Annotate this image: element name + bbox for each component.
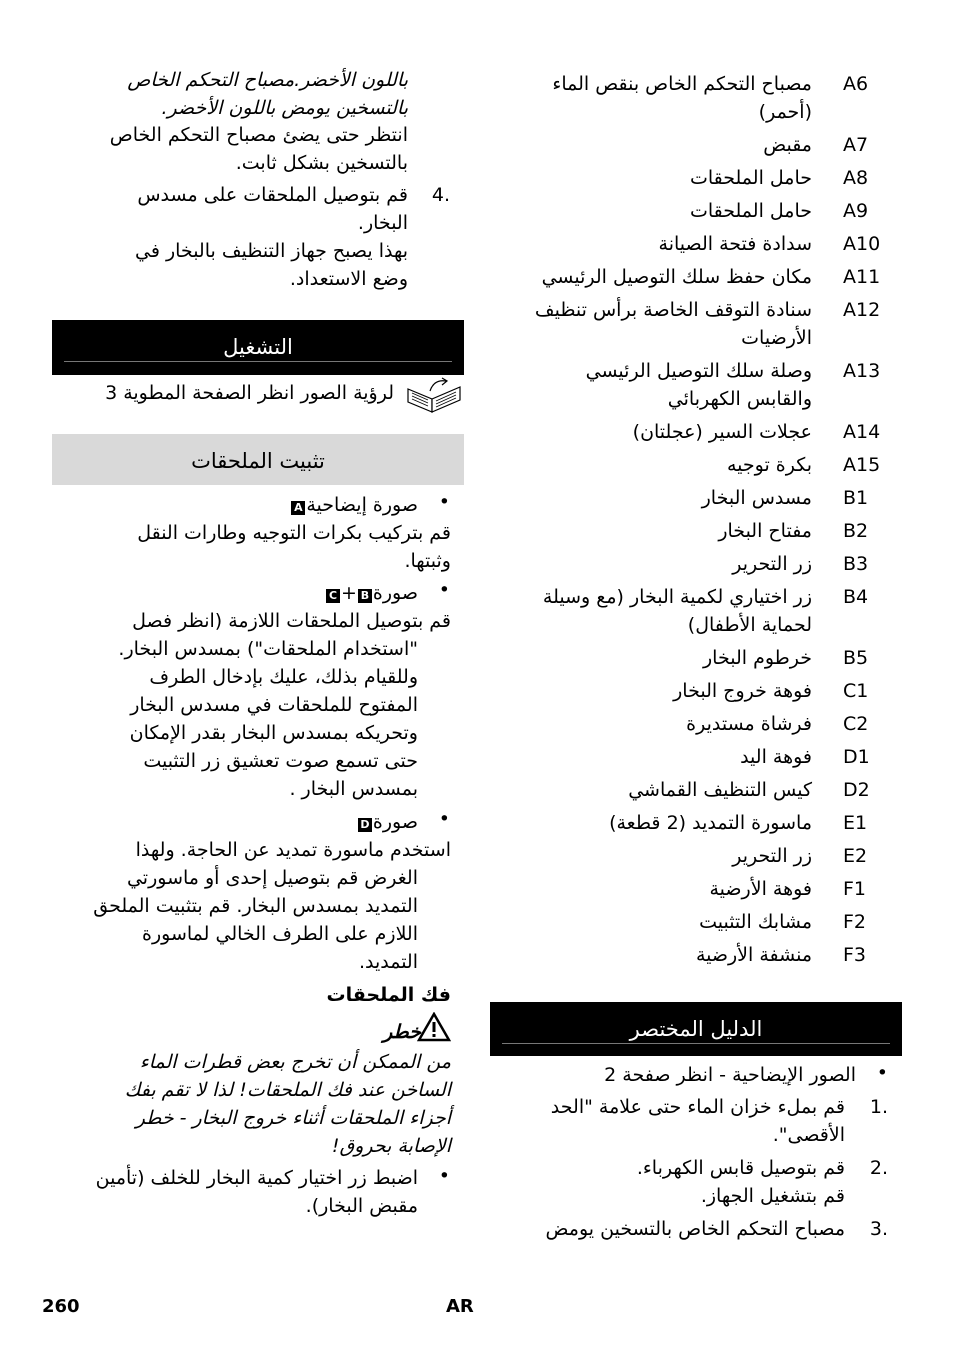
quick-guide-heading [490, 1002, 902, 1056]
part-code: A14 [843, 421, 881, 443]
part-description: فرشاة مستديرة [686, 713, 812, 735]
parts-list-item [490, 230, 902, 260]
figure-badge: D [358, 818, 372, 832]
parts-list-item [490, 484, 902, 514]
part-description: مسدس البخار [701, 487, 812, 509]
text-line: قم بتوصيل قابس الكهرباء. [636, 1157, 845, 1179]
part-description: لحماية الأطفال) [687, 614, 812, 636]
part-description: وصلة سلك التوصيل الرئيسي [585, 360, 812, 382]
text-line: وثبتها. [404, 550, 451, 572]
text-line: اللازم على الطرف الخالي لماسورة [142, 923, 418, 945]
figure-reference [52, 808, 418, 836]
part-code: D2 [843, 779, 870, 801]
part-description: مفتاح البخار [718, 520, 812, 542]
part-code: C2 [843, 713, 869, 735]
figure-badge: C [326, 589, 340, 603]
parts-list-item [490, 941, 902, 971]
text-line: قم بتشغيل الجهاز. [700, 1185, 845, 1207]
text-line: قم بتركيب بكرات التوجيه وطارات النقل [137, 522, 451, 544]
danger-label: خطر [383, 1021, 421, 1043]
text-line: التمديد. [358, 951, 418, 973]
part-description: منشفة الأرضية [695, 944, 812, 966]
parts-list-item [490, 263, 902, 293]
part-code: A11 [843, 266, 881, 288]
text-line: بمسدس البخار . [289, 778, 418, 800]
text-line: بالتسخين يومض باللون الأخضر. [161, 97, 408, 119]
parts-list-item [490, 451, 902, 481]
parts-list-item [490, 131, 902, 161]
figure-label: صورة إيضاحية [306, 494, 418, 516]
fold-note [52, 375, 464, 415]
parts-list-item [490, 644, 902, 674]
text-line: بالتسخين بشكل ثابت. [235, 152, 408, 174]
bullet-dot: • [876, 1062, 888, 1084]
text-line: البخار. [357, 212, 408, 234]
text-line: مصباح التحكم الخاص بالتسخين يومض [545, 1218, 845, 1240]
part-description: سدادة فتحة الصيانة [658, 233, 812, 255]
text-line: حتى تسمع صوت تعشيق زر التثبيت [143, 750, 418, 772]
part-description: ماسورة التمديد (2 قطعة) [609, 812, 812, 834]
part-description: الأرضيات [741, 327, 812, 349]
text-line: استخدم ماسورة تمديد عن الحاجة. ولهذا [135, 839, 451, 861]
text-line: قم بتوصيل الملحقات على مسدس [137, 184, 408, 206]
parts-list-item [490, 418, 902, 448]
language-code: AR [446, 1296, 474, 1317]
part-code: A9 [843, 200, 869, 222]
parts-list-item [490, 908, 902, 938]
step-number: 1. [869, 1096, 888, 1118]
figure-badge: A [291, 501, 305, 515]
bullet-dot: • [438, 491, 450, 513]
bullet-dot: • [438, 579, 450, 601]
part-description: عجلات السير (عجلتان) [632, 421, 812, 443]
part-code: A6 [843, 73, 869, 95]
text-line: وللقيام بذلك، عليك بإدخال الطرف [149, 666, 418, 688]
part-code: F1 [843, 878, 867, 900]
part-code: B5 [843, 647, 869, 669]
step-number: 4. [431, 184, 450, 206]
text-line: قم بتوصيل الملحقات اللازمة (انظر فصل [132, 610, 451, 632]
text-line: باللون الأخضر.مصباح التحكم الخاص [127, 69, 408, 91]
detach-title: فك الملحقات [326, 984, 451, 1006]
warning-icon [417, 1012, 451, 1047]
part-code: E2 [843, 845, 868, 867]
part-description: حامل الملحقات [689, 167, 812, 189]
attach-heading [52, 434, 464, 485]
text-line: الإصابة بحروق! [331, 1135, 451, 1157]
part-code: B2 [843, 520, 869, 542]
page-number: 260 [42, 1296, 80, 1317]
part-description: فوهة الأرضية [709, 878, 812, 900]
part-code: F2 [843, 911, 867, 933]
figure-label: صورة [372, 811, 418, 833]
part-description: خرطوم البخار [703, 647, 812, 669]
part-description: كيس التنظيف القماشي [628, 779, 812, 801]
part-code: B4 [843, 586, 869, 608]
part-code: B3 [843, 553, 869, 575]
attach-title: تثبيت الملحقات [191, 449, 325, 473]
fold-note-text: لرؤية الصور انظر الصفحة المطوية 3 [105, 382, 394, 404]
parts-list-item [490, 677, 902, 707]
operation-heading [52, 320, 464, 374]
text-line: قم بملء خزان الماء حتى علامة "الحد [550, 1096, 845, 1118]
operation-title: التشغيل [223, 335, 293, 359]
part-code: A7 [843, 134, 869, 156]
text-line: وضع الاستعداد. [289, 268, 408, 290]
part-description: مكان حفظ سلك التوصيل الرئيسي [541, 266, 812, 288]
part-description: بكرة توجيه [726, 454, 812, 476]
parts-list-item [490, 875, 902, 905]
parts-list-item [490, 357, 902, 410]
part-description: زر التحرير [732, 845, 812, 867]
text-line: بهذا يصبح جهاز التنظيف بالبخار في [135, 240, 408, 262]
quick-guide-title: الدليل المختصر [629, 1017, 763, 1041]
part-code: C1 [843, 680, 869, 702]
figure-reference [52, 491, 418, 519]
part-description: زر اختياري لكمية البخار (مع وسيلة [542, 586, 812, 608]
text-line: التمديد بمسدس البخار. قم بتثبيت الملحق [93, 895, 418, 917]
text-line: الأقصى". [772, 1124, 845, 1146]
text-line: اضبط زر اختيار كمية البخار للخلف (تأمين [95, 1167, 418, 1189]
part-description: مشابك التثبيت [699, 911, 812, 933]
text-line: مقبض البخار). [305, 1195, 418, 1217]
parts-list-item [490, 809, 902, 839]
text-line: أجزاء الملحقات أثناء خروج البخار - خطر [135, 1107, 451, 1129]
text-line: الساخن عند فك الملحقات! لذا لا تقم بفك [124, 1079, 451, 1101]
part-description: فوهة خروج البخار [673, 680, 812, 702]
parts-list-item [490, 70, 902, 123]
part-description: سنادة التوقف الخاصة برأس تنظيف [534, 299, 812, 321]
parts-list-item [490, 743, 902, 773]
part-code: A10 [843, 233, 881, 255]
step-number: 3. [869, 1218, 888, 1240]
bullet-dot: • [438, 1165, 450, 1187]
danger-notice [51, 1012, 451, 1052]
parts-list-item [490, 164, 902, 194]
part-code: F3 [843, 944, 867, 966]
step-number: 2. [869, 1157, 888, 1179]
parts-list-item [490, 296, 902, 349]
part-code: A12 [843, 299, 881, 321]
parts-list-item [490, 776, 902, 806]
figure-badge: B [358, 589, 372, 603]
part-description: زر التحرير [732, 553, 812, 575]
parts-list-item [490, 842, 902, 872]
parts-list-item [490, 583, 902, 636]
part-code: B1 [843, 487, 869, 509]
part-code: A13 [843, 360, 881, 382]
text-line: المفتوح للملحقات في مسدس البخار [130, 694, 418, 716]
plus-sign: + [340, 582, 357, 604]
figure-reference [52, 579, 418, 607]
quick-guide-figures-note: الصور الإيضاحية - انظر صفحة 2 [604, 1064, 856, 1086]
text-line: وتحريكه بمسدس البخار بقدر الإمكان [129, 722, 418, 744]
book-icon [402, 377, 464, 413]
text-line: الغرض قم بتوصيل إحدى أو ماسورتي [126, 867, 418, 889]
part-description: مصباح التحكم الخاص بنقص الماء [552, 73, 812, 95]
part-description: حامل الملحقات [689, 200, 812, 222]
part-code: A8 [843, 167, 869, 189]
text-line: انتظر حتى يضئ مصباح التحكم الخاص [109, 124, 408, 146]
figure-label: صورة [372, 582, 418, 604]
part-description: مقبض [763, 134, 812, 156]
parts-list-item [490, 550, 902, 580]
text-line: من الممكن أن تخرج بعض قطرات الماء [139, 1051, 451, 1073]
part-description: فوهة اليد [740, 746, 812, 768]
part-description: والقابس الكهربائي [667, 388, 812, 410]
part-code: A15 [843, 454, 881, 476]
text-line: "استخدام الملحقات") بمسدس البخار. [118, 638, 418, 660]
part-code: E1 [843, 812, 868, 834]
parts-list-item [490, 197, 902, 227]
part-code: D1 [843, 746, 870, 768]
part-description: (أحمر) [758, 101, 812, 123]
parts-list-item [490, 710, 902, 740]
bullet-dot: • [438, 808, 450, 830]
parts-list-item [490, 517, 902, 547]
